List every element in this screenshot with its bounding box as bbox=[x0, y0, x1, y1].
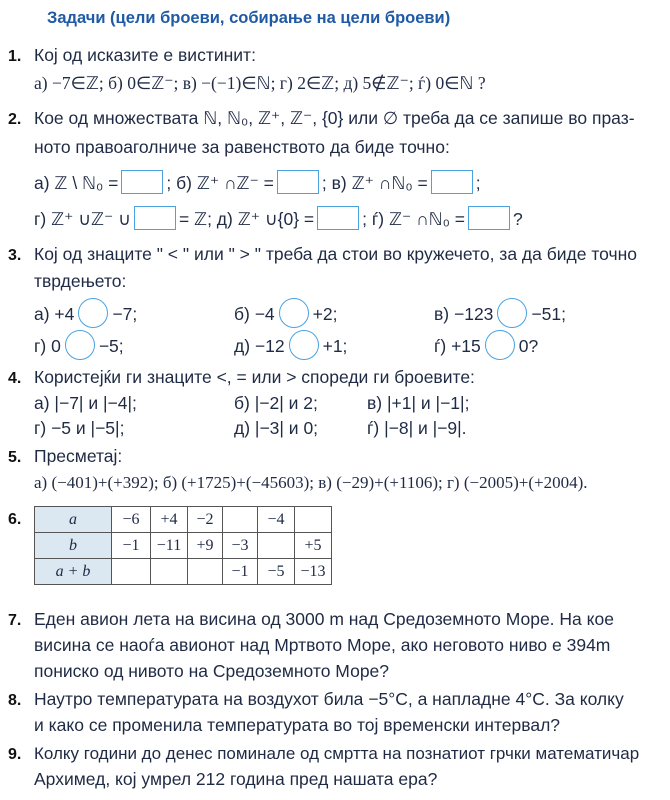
q3-sign-circle-f[interactable] bbox=[485, 330, 515, 360]
q6-head-b: b bbox=[35, 533, 112, 559]
q5-text-line bbox=[0, 445, 122, 469]
q6-row-a bbox=[35, 507, 332, 533]
q6-cell[interactable]: +5 bbox=[295, 533, 332, 559]
q2-c-end: ; bbox=[475, 173, 481, 193]
q3-row-1 bbox=[34, 298, 566, 328]
q2-text-line-1 bbox=[0, 107, 635, 131]
q7-text-3: пониско од нивото на Средоземното Море? bbox=[34, 661, 390, 681]
q2-row-1 bbox=[34, 170, 481, 194]
q9-number: 9. bbox=[8, 746, 22, 763]
q4-row-1 bbox=[34, 392, 469, 414]
q3-sign-circle-b[interactable] bbox=[279, 298, 309, 328]
q9-line-1 bbox=[0, 742, 639, 766]
q3-number: 3. bbox=[8, 247, 22, 264]
q6-cell[interactable]: −2 bbox=[188, 507, 223, 533]
q3-d-left: г) 0 bbox=[34, 336, 61, 356]
q2-b: ; б) ℤ⁺ ∩ℤ⁻ = bbox=[166, 173, 274, 193]
q6-cell[interactable]: −11 bbox=[151, 533, 188, 559]
q2-e: ; ѓ) ℤ⁻ ∩ℕ₀ = bbox=[362, 209, 466, 229]
q6-row-b bbox=[35, 533, 332, 559]
q3-sign-circle-e[interactable] bbox=[289, 330, 319, 360]
q3-sign-circle-d[interactable] bbox=[65, 330, 95, 360]
q5-text: Пресметај: bbox=[34, 446, 123, 466]
q3-e-right: +1; bbox=[322, 336, 348, 356]
q3-f-right: 0? bbox=[518, 336, 539, 356]
q2-answer-box-b[interactable] bbox=[277, 170, 319, 194]
q1-text-line bbox=[0, 44, 256, 68]
q6-cell[interactable] bbox=[223, 507, 258, 533]
q3-sign-circle-c[interactable] bbox=[497, 298, 527, 328]
q2-e-end: ? bbox=[513, 209, 523, 229]
q4-item-b: б) |−2| и 2; bbox=[234, 393, 318, 413]
q2-answer-box-c[interactable] bbox=[431, 170, 473, 194]
q9-text-2: Архимед, кој умрел 212 година пред нашата ера? bbox=[34, 769, 438, 789]
q1-options: а) −7∈ℤ; б) 0∈ℤ⁻; в) −(−1)∈ℕ; г) 2∈ℤ; д) 5∉ℤ⁻; ѓ) 0∈ℕ ? bbox=[34, 73, 486, 93]
q6-cell[interactable] bbox=[188, 559, 223, 585]
q3-text-2: тврдењето: bbox=[34, 271, 127, 291]
q6-number: 6. bbox=[8, 511, 22, 528]
q3-item-e bbox=[234, 330, 434, 360]
q8-text-2: и како се променила температурата во тој временски интервал? bbox=[34, 715, 561, 735]
q6-cell[interactable]: −13 bbox=[295, 559, 332, 585]
q6-cell[interactable]: −4 bbox=[258, 507, 295, 533]
q2-text-2: ното правоаголниче за равенството да биде точно: bbox=[34, 137, 450, 157]
q6-head-a: a bbox=[35, 507, 112, 533]
q4-item-f: ѓ) |−8| и |−9|. bbox=[367, 418, 467, 438]
q3-text-1: Кој од знаците " < " или " > " треба да стои во кружечето, за да биде точно bbox=[34, 244, 638, 264]
q2-answer-box-e[interactable] bbox=[317, 206, 359, 230]
q6-cell[interactable] bbox=[151, 559, 188, 585]
q6-head-sum: a + b bbox=[35, 559, 112, 585]
q6-cell[interactable]: −3 bbox=[223, 533, 258, 559]
q3-row-2 bbox=[34, 330, 538, 360]
q3-sign-circle-a[interactable] bbox=[78, 298, 108, 328]
q5-expression: а) (−401)+(+392); б) (+1725)+(−45603); в) (−29)+(+1106); г) (−2005)+(+2004). bbox=[34, 473, 588, 492]
q6-cell[interactable]: +4 bbox=[151, 507, 188, 533]
q3-item-c bbox=[434, 304, 566, 324]
q2-answer-box-f[interactable] bbox=[468, 206, 510, 230]
q3-item-f bbox=[434, 336, 538, 356]
q6-label bbox=[0, 507, 34, 531]
q4-text-line bbox=[0, 366, 475, 390]
q7-text-2: висина се наоѓа авионот над Мртвото Море, ако неговото ниво е 394m bbox=[34, 635, 611, 655]
q6-cell[interactable] bbox=[295, 507, 332, 533]
page-title: Задачи (цели броеви, собирање на цели броеви) bbox=[47, 9, 451, 27]
q4-number: 4. bbox=[8, 370, 22, 387]
q5-number: 5. bbox=[8, 449, 22, 466]
q4-item-c: в) |+1| и |−1|; bbox=[367, 393, 470, 413]
q6-cell[interactable]: −5 bbox=[258, 559, 295, 585]
q1-text: Кој од исказите е вистинит: bbox=[34, 45, 256, 65]
q6-cell[interactable]: −1 bbox=[223, 559, 258, 585]
q2-row-2 bbox=[34, 206, 523, 230]
q4-text: Користејќи ги знаците <, = или > спореди ги броевите: bbox=[34, 367, 475, 387]
q8-line-1 bbox=[0, 688, 624, 712]
q2-text-1: Кое од множествата ℕ, ℕ₀, ℤ⁺, ℤ⁻, {0} или ∅ треба да се запише во праз- bbox=[34, 108, 635, 128]
q3-text-line-1 bbox=[0, 243, 637, 267]
q7-number: 7. bbox=[8, 612, 22, 629]
q8-text-1: Наутро температурата на воздухот била −5°C, а напладне 4°C. За колку bbox=[34, 689, 624, 709]
q6-table bbox=[34, 506, 332, 585]
q9-text-1: Колку години до денес поминале од смртта на познатиот грчки математичар bbox=[34, 744, 640, 763]
q3-item-b bbox=[234, 298, 434, 328]
q6-cell[interactable]: −6 bbox=[112, 507, 151, 533]
q3-b-right: +2; bbox=[312, 304, 338, 324]
q3-item-a bbox=[34, 298, 234, 328]
q6-cell[interactable]: −1 bbox=[112, 533, 151, 559]
q3-c-right: −51; bbox=[531, 304, 566, 324]
q3-e-left: д) −12 bbox=[234, 336, 285, 356]
q3-d-right: −5; bbox=[98, 336, 124, 356]
q6-cell[interactable]: +9 bbox=[188, 533, 223, 559]
q1-number: 1. bbox=[8, 48, 22, 65]
q2-answer-box-d[interactable] bbox=[134, 206, 176, 230]
q4-row-2 bbox=[34, 417, 467, 439]
q7-line-1 bbox=[0, 608, 614, 632]
q4-item-d: г) −5 и |−5|; bbox=[34, 418, 125, 438]
q6-cell[interactable] bbox=[258, 533, 295, 559]
q8-number: 8. bbox=[8, 692, 22, 709]
q2-c: ; в) ℤ⁺ ∩ℕ₀ = bbox=[321, 173, 428, 193]
q2-d2: = ℤ; д) ℤ⁺ ∪{0} = bbox=[178, 209, 315, 229]
q4-item-e: д) |−3| и 0; bbox=[234, 418, 319, 438]
q7-text-1: Еден авион лета на висина од 3000 m над Средоземното Море. На кое bbox=[34, 609, 614, 629]
q2-answer-box-a[interactable] bbox=[121, 170, 163, 194]
q6-row-sum bbox=[35, 559, 332, 585]
q3-a-left: а) +4 bbox=[34, 304, 75, 324]
q2-d: г) ℤ⁺ ∪ℤ⁻ ∪ bbox=[34, 209, 131, 229]
q4-item-a: а) |−7| и |−4|; bbox=[34, 393, 137, 413]
q6-cell[interactable] bbox=[112, 559, 151, 585]
q3-a-right: −7; bbox=[112, 304, 138, 324]
q2-a: а) ℤ \ ℕ₀ = bbox=[34, 173, 119, 193]
q3-c-left: в) −123 bbox=[434, 304, 494, 324]
q3-f-left: ѓ) +15 bbox=[434, 336, 481, 356]
q3-b-left: б) −4 bbox=[234, 304, 275, 324]
q3-item-d bbox=[34, 330, 234, 360]
q2-number: 2. bbox=[8, 111, 22, 128]
